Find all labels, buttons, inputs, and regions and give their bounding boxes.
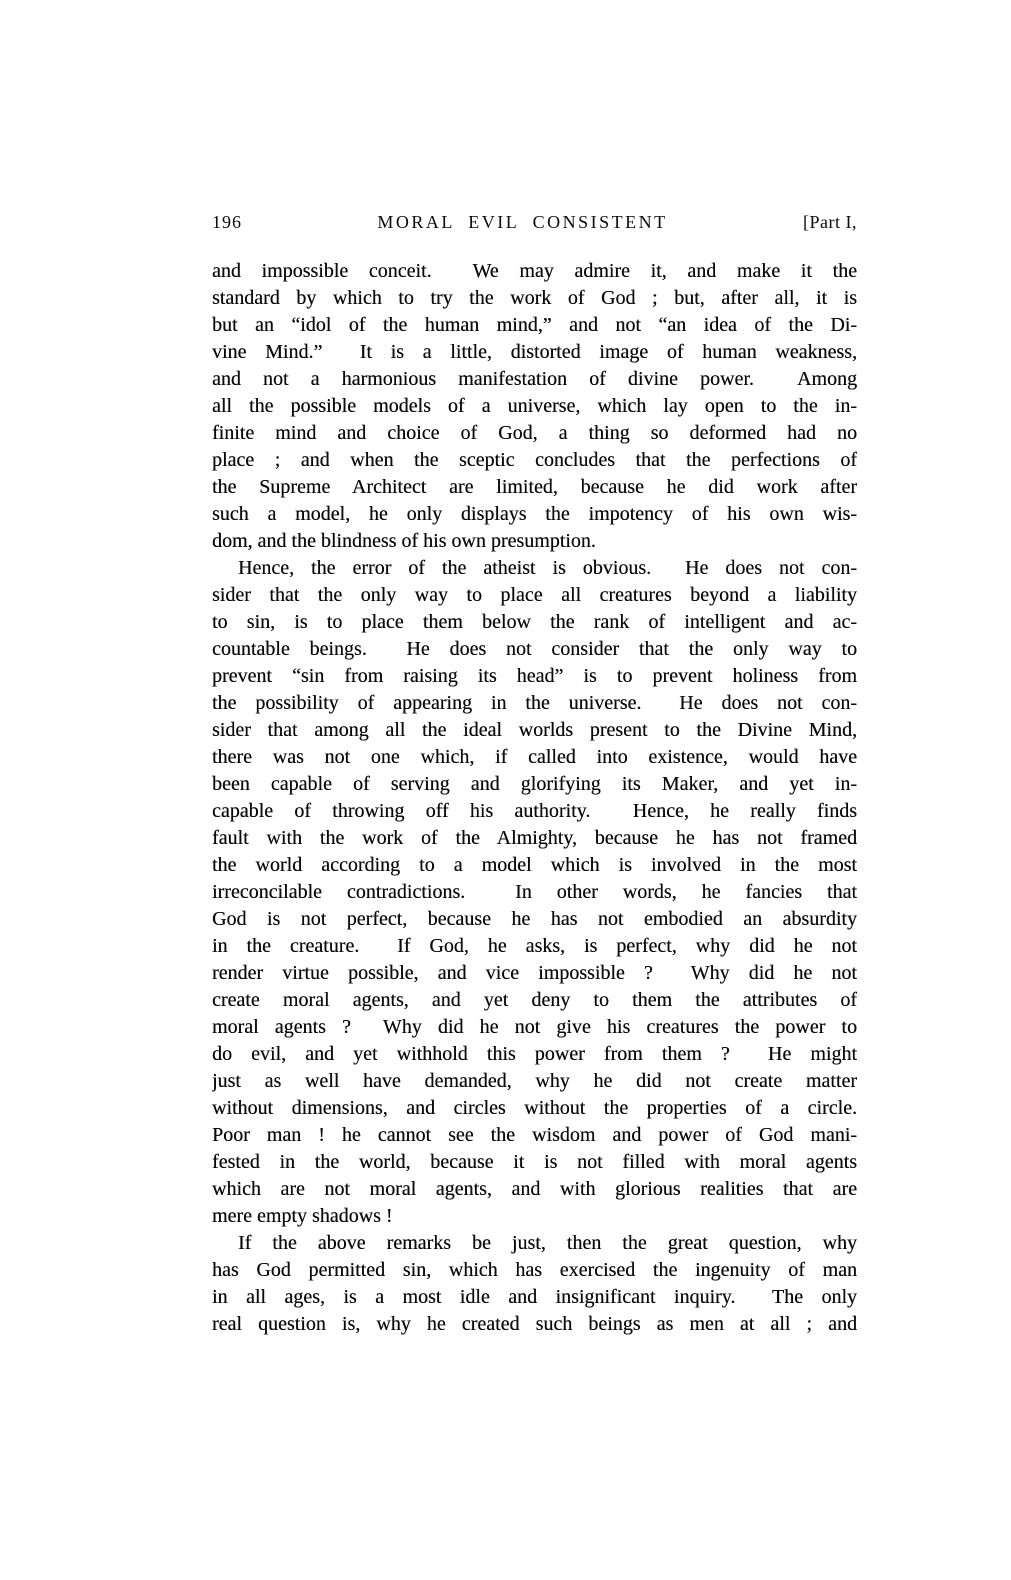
text-line: God is not perfect, because he has not embodied an absurdity [212, 908, 857, 930]
text-line: fault with the work of the Almighty, because he has not framed [212, 827, 857, 849]
text-line: capable of throwing off his authority. Hence, he really finds [212, 800, 857, 822]
text-line: which are not moral agents, and with glorious realities that are [212, 1178, 857, 1200]
text-line: render virtue possible, and vice impossible ? Why did he not [212, 962, 857, 984]
text-line: finite mind and choice of God, a thing so deformed had no [212, 422, 857, 444]
text-line: create moral agents, and yet deny to them the attributes of [212, 989, 857, 1011]
text-line: moral agents ? Why did he not give his creatures the power to [212, 1016, 857, 1038]
text-line: sider that among all the ideal worlds present to the Divine Mind, [212, 719, 857, 741]
paragraph [212, 1230, 857, 1338]
page-number: 196 [212, 212, 242, 232]
text-line: has God permitted sin, which has exercised the ingenuity of man [212, 1259, 857, 1281]
text-line: vine Mind.” It is a little, distorted image of human weakness, [212, 341, 857, 363]
text-line: standard by which to try the work of God ; but, after all, it is [212, 287, 857, 309]
text-line: been capable of serving and glorifying its Maker, and yet in- [212, 773, 857, 795]
text-line: mere empty shadows ! [212, 1205, 393, 1227]
part-label: [Part I, [803, 212, 857, 232]
page-content [212, 212, 857, 1338]
text-line: and impossible conceit. We may admire it, and make it the [212, 260, 857, 282]
text-line: in the creature. If God, he asks, is perfect, why did he not [212, 935, 857, 957]
text-line: the Supreme Architect are limited, because he did work after [212, 476, 857, 498]
text-line: If the above remarks be just, then the great question, why [238, 1232, 857, 1254]
text-line: the world according to a model which is involved in the most [212, 854, 857, 876]
text-line: Hence, the error of the atheist is obvious. He does not con- [238, 557, 857, 579]
paragraph [212, 555, 857, 1230]
text-line: and not a harmonious manifestation of divine power. Among [212, 368, 857, 390]
text-line: countable beings. He does not consider that the only way to [212, 638, 857, 660]
text-line: real question is, why he created such beings as men at all ; and [212, 1313, 857, 1335]
text-line: do evil, and yet withhold this power from them ? He might [212, 1043, 857, 1065]
text-line: prevent “sin from raising its head” is to prevent holiness from [212, 665, 857, 687]
text-line: there was not one which, if called into existence, would have [212, 746, 857, 768]
text-line: such a model, he only displays the impotency of his own wis- [212, 503, 857, 525]
paragraph [212, 258, 857, 555]
text-line: sider that the only way to place all creatures beyond a liability [212, 584, 857, 606]
text-line: but an “idol of the human mind,” and not “an idea of the Di- [212, 314, 857, 336]
running-title: MORAL EVIL CONSISTENT [377, 212, 668, 232]
text-line: dom, and the blindness of his own presumption. [212, 530, 596, 552]
text-line: irreconcilable contradictions. In other words, he fancies that [212, 881, 857, 903]
text-line: without dimensions, and circles without the properties of a circle. [212, 1097, 857, 1119]
text-line: in all ages, is a most idle and insignificant inquiry. The only [212, 1286, 857, 1308]
text-line: all the possible models of a universe, which lay open to the in- [212, 395, 857, 417]
text-line: the possibility of appearing in the universe. He does not con- [212, 692, 857, 714]
body-text [212, 258, 857, 1338]
running-head [212, 212, 857, 234]
text-line: Poor man ! he cannot see the wisdom and power of God mani- [212, 1124, 857, 1146]
text-line: place ; and when the sceptic concludes that the perfections of [212, 449, 857, 471]
text-line: just as well have demanded, why he did not create matter [212, 1070, 857, 1092]
text-line: fested in the world, because it is not filled with moral agents [212, 1151, 857, 1173]
text-line: to sin, is to place them below the rank of intelligent and ac- [212, 611, 857, 633]
